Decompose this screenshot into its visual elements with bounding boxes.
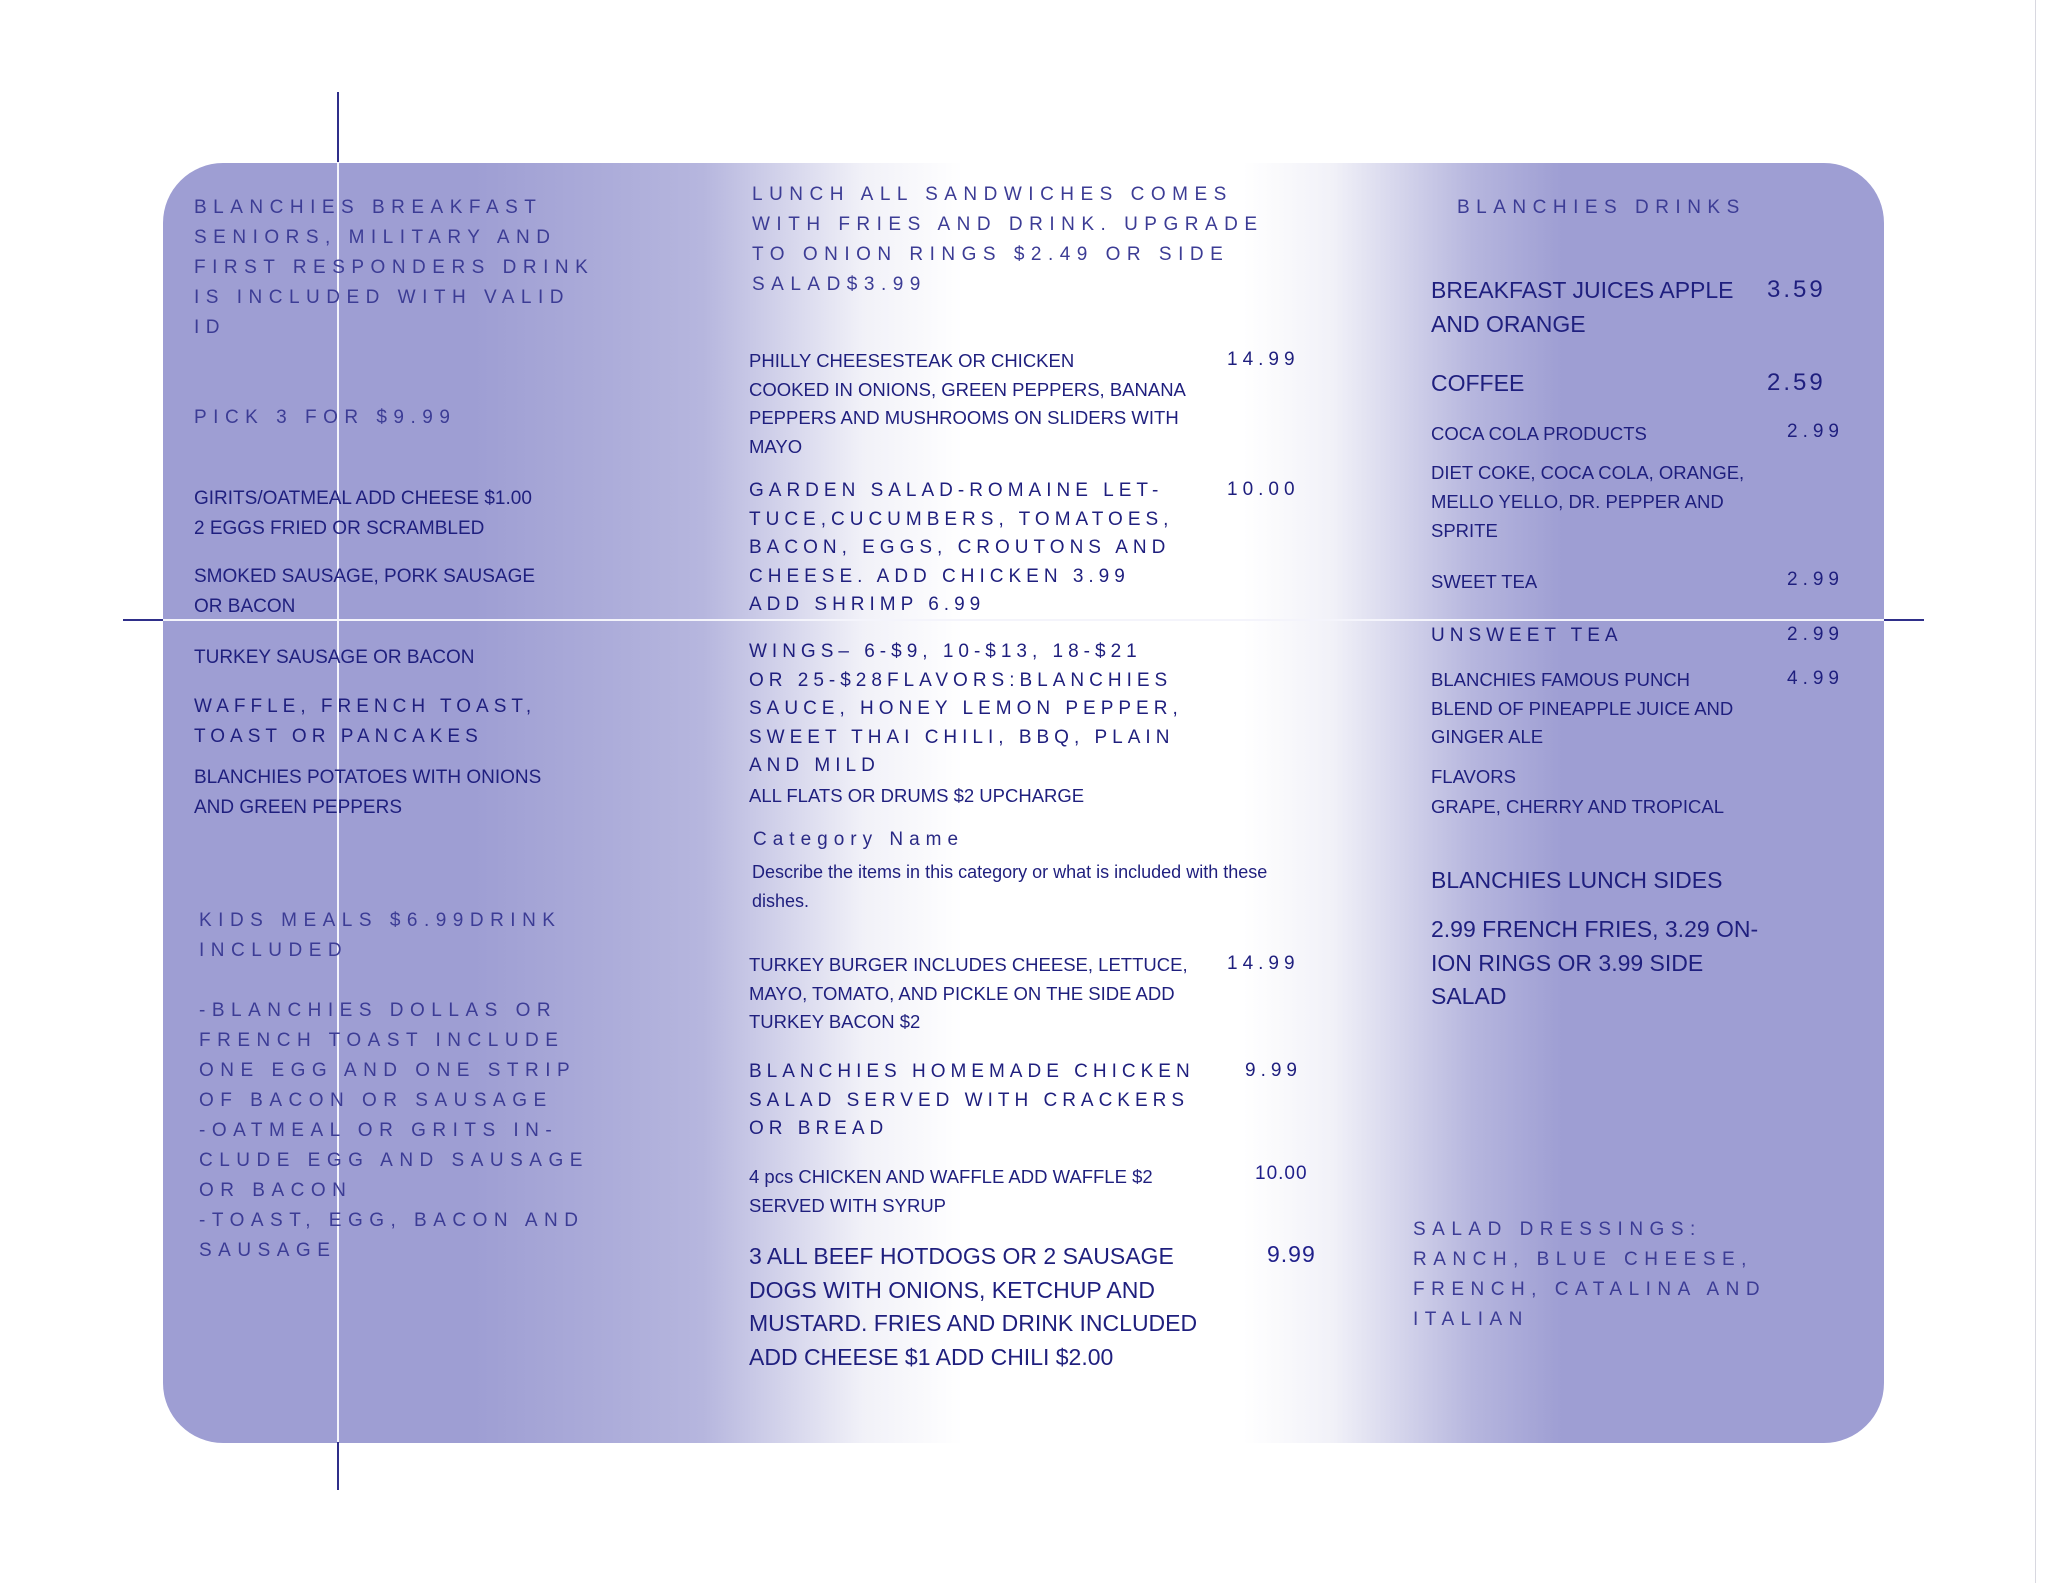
lunch-header: LUNCH ALL SANDWICHES COMES WITH FRIES AND DRINK. UPGRADE TO ONION RINGS $2.49 OR SIDE SALAD$3.99 [752, 184, 1264, 295]
price-famous-punch: 4.99 [1787, 668, 1844, 689]
lunch-sides-header: BLANCHIES LUNCH SIDES [1431, 867, 1723, 893]
menu-item-philly: PHILLY CHEESESTEAK OR CHICKEN COOKED IN ONIONS, GREEN PEPPERS, BANANA PEPPERS AND MUSHROOMS ON SLIDERS WITH MAYO [749, 350, 1186, 457]
price-garden-salad: 10.00 [1227, 479, 1300, 500]
crop-mark-right [1884, 619, 1924, 621]
potatoes-item: BLANCHIES POTATOES WITH ONIONS AND GREEN PEPPERS [194, 767, 542, 818]
price-chicken-waffle: 10.00 [1255, 1163, 1308, 1184]
crop-mark-top [337, 92, 339, 162]
drinks-header: BLANCHIES DRINKS [1457, 197, 1746, 218]
category-name: Category Name [753, 829, 965, 850]
price-sweet-tea: 2.99 [1787, 569, 1844, 590]
pick3-heading: PICK 3 FOR $9.99 [194, 407, 457, 428]
kids-meals-header: KIDS MEALS $6.99DRINK INCLUDED [199, 910, 562, 961]
breakfast-header: BLANCHIES BREAKFAST SENIORS, MILITARY AND FIRST RESPONDERS DRINK IS INCLUDED WITH VALID ID [194, 197, 595, 338]
crop-mark-left [123, 619, 163, 621]
menu-item-wings: WINGS– 6-$9, 10-$13, 18-$21 OR 25-$28FLAVORS:BLANCHIES SAUCE, HONEY LEMON PEPPER, SWEET THAI CHILI, BBQ, PLAIN AND MILD [749, 641, 1183, 776]
price-turkey-burger: 14.99 [1227, 953, 1300, 974]
drink-famous-punch: BLANCHIES FAMOUS PUNCH BLEND OF PINEAPPLE JUICE AND GINGER ALE [1431, 669, 1734, 747]
price-coca-cola-products: 2.99 [1787, 421, 1844, 442]
crop-mark-bottom [337, 1442, 339, 1490]
menu-item-hotdogs: 3 ALL BEEF HOTDOGS OR 2 SAUSAGE DOGS WITH ONIONS, KETCHUP AND MUSTARD. FRIES AND DRINK INCLUDED ADD CHEESE $1 ADD CHILI $2.00 [749, 1243, 1198, 1370]
drink-coca-cola-products: COCA COLA PRODUCTS [1431, 423, 1647, 444]
menu-item-garden-salad: GARDEN SALAD-ROMAINE LET- TUCE,CUCUMBERS, TOMATOES, BACON, EGGS, CROUTONS AND CHEESE. ADD CHICKEN 3.99 ADD SHRIMP 6.99 [749, 480, 1174, 615]
menu-item-flats-upcharge: ALL FLATS OR DRUMS $2 UPCHARGE [749, 785, 1085, 806]
kids-meals-items: -BLANCHIES DOLLAS OR FRENCH TOAST INCLUDE ONE EGG AND ONE STRIP OF BACON OR SAUSAGE -OATMEAL OR GRITS IN- CLUDE EGG AND SAUSAGE OR BACON -TOAST, EGG, BACON AND SAUSAGE [199, 1000, 589, 1261]
price-chicken-salad: 9.99 [1245, 1060, 1302, 1081]
drink-flavors: FLAVORS GRAPE, CHERRY AND TROPICAL [1431, 766, 1725, 817]
page-edge-line [2035, 0, 2036, 1583]
category-description: Describe the items in this category or what is included with these dishes. [752, 862, 1268, 911]
turkey-sausage-item: TURKEY SAUSAGE OR BACON [194, 647, 475, 668]
price-breakfast-juices: 3.59 [1767, 276, 1826, 303]
drink-unsweet-tea: UNSWEET TEA [1431, 625, 1623, 646]
waffle-item: WAFFLE, FRENCH TOAST, TOAST OR PANCAKES [194, 696, 537, 747]
grits-item: GIRITS/OATMEAL ADD CHEESE $1.00 2 EGGS FRIED OR SCRAMBLED [194, 488, 532, 539]
price-philly: 14.99 [1227, 349, 1300, 370]
menu-item-chicken-salad: BLANCHIES HOMEMADE CHICKEN SALAD SERVED WITH CRACKERS OR BREAD [749, 1061, 1195, 1139]
drink-coca-cola-list: DIET COKE, COCA COLA, ORANGE, MELLO YELLO, DR. PEPPER AND SPRITE [1431, 462, 1745, 541]
price-coffee: 2.59 [1767, 369, 1826, 396]
menu-item-chicken-waffle: 4 pcs CHICKEN AND WAFFLE ADD WAFFLE $2 SERVED WITH SYRUP [749, 1166, 1153, 1216]
price-hotdogs: 9.99 [1267, 1241, 1316, 1267]
price-unsweet-tea: 2.99 [1787, 624, 1844, 645]
drink-sweet-tea: SWEET TEA [1431, 571, 1538, 592]
drink-breakfast-juices: BREAKFAST JUICES APPLE AND ORANGE [1431, 277, 1734, 337]
lunch-sides: 2.99 FRENCH FRIES, 3.29 ON- ION RINGS OR 3.99 SIDE SALAD [1431, 916, 1759, 1009]
menu-item-turkey-burger: TURKEY BURGER INCLUDES CHEESE, LETTUCE, MAYO, TOMATO, AND PICKLE ON THE SIDE ADD TURKEY BACON $2 [749, 954, 1188, 1032]
drink-coffee: COFFEE [1431, 370, 1525, 396]
salad-dressings: SALAD DRESSINGS: RANCH, BLUE CHEESE, FRENCH, CATALINA AND ITALIAN [1413, 1219, 1767, 1330]
smoked-sausage-item: SMOKED SAUSAGE, PORK SAUSAGE OR BACON [194, 566, 536, 617]
